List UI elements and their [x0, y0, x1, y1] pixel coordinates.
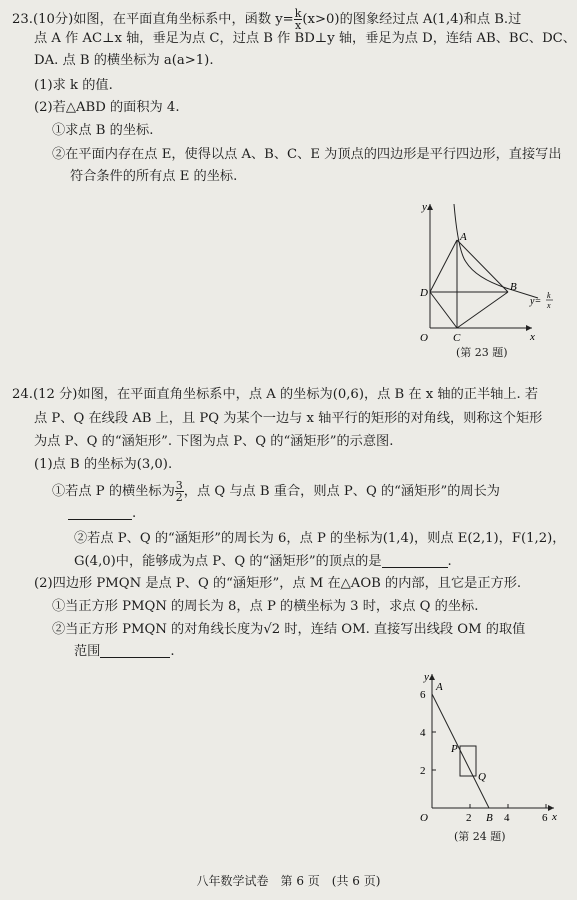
q24-part-1-1: ①若点 P 的横坐标为 $\frac{3}{2}$ ，点 Q 与点 B 重合，则点 P、Q 的“涵矩形”的周长为	[52, 479, 500, 504]
q23-part-2-1: ①求点 B 的坐标.	[52, 123, 154, 138]
fig24-origin: O	[420, 812, 428, 824]
q24-part-2-2: ②当正方形 PMQN 的对角线长度为√2 时，连结 OM. 直接写出线段 OM 的取值	[52, 622, 526, 637]
fig24-tick-x-4: 4	[504, 812, 510, 824]
q23-part-2-2-cont: 符合条件的所有点 E 的坐标.	[70, 169, 238, 184]
fig24-point-B: B	[486, 812, 493, 824]
q23-line-2: 点 A 作 AC⊥x 轴，垂足为点 C，过点 B 作 BD⊥y 轴，垂足为点 D，连结 AB、BC、DC、	[34, 31, 576, 46]
fig23-curve-label: y=	[530, 296, 542, 307]
fig24-tick-y-2: 2	[420, 765, 426, 777]
fig23-y-label: y	[422, 201, 427, 213]
answer-blank[interactable]	[100, 643, 170, 658]
q24-part-2: (2)四边形 PMQN 是点 P、Q 的“涵矩形”，点 M 在△AOB 的内部，且它是正方形.	[34, 576, 522, 591]
page-footer: 八年数学试卷 第 6 页 (共 6 页)	[196, 874, 381, 888]
fig24-y-label: y	[424, 671, 429, 683]
figure-24-caption: (第 24 题)	[454, 830, 506, 843]
figure-24	[408, 668, 568, 828]
q24-part-2-1: ①当正方形 PMQN 的周长为 8，点 P 的横坐标为 3 时，求点 Q 的坐标.	[52, 599, 479, 614]
q24-part-1-2: ②若点 P、Q 的“涵矩形”的周长为 6，点 P 的坐标为(1,4)，则点 E(2,1)，F(1,2)，	[74, 531, 566, 546]
fig24-point-A: A	[436, 681, 443, 693]
fig24-tick-y-4: 4	[420, 727, 426, 739]
fig24-tick-x-6: 6	[542, 812, 548, 824]
q24-part-2-2-cont: 范围 .	[74, 644, 175, 659]
q24-line-3: 为点 P、Q 的“涵矩形”. 下图为点 P、Q 的“涵矩形”的示意图.	[34, 434, 394, 449]
answer-blank[interactable]	[382, 553, 448, 568]
svg-text:k: k	[547, 291, 551, 300]
q23-part-2-2: ②在平面内存在点 E，使得以点 A、B、C、E 为顶点的四边形是平行四边形，直接写出	[52, 147, 562, 162]
q24-part-1: (1)点 B 的坐标为(3,0).	[34, 457, 173, 472]
fig23-x-label: x	[530, 331, 535, 343]
fig23-point-B: B	[510, 281, 517, 293]
figure-23	[410, 196, 560, 346]
fig24-x-label: x	[552, 811, 557, 823]
fig24-tick-y-6: 6	[420, 689, 426, 701]
q24-line-2: 点 P、Q 在线段 AB 上，且 PQ 为某个一边与 x 轴平行的矩形的对角线，则称这个矩形	[34, 411, 543, 426]
fig23-point-D: D	[420, 287, 428, 299]
answer-blank[interactable]	[68, 505, 132, 520]
q23-part-2: (2)若△ABD 的面积为 4.	[34, 100, 180, 115]
fig24-tick-x-2: 2	[466, 812, 472, 824]
figure-23-caption: (第 23 题)	[456, 346, 508, 359]
fig23-origin: O	[420, 332, 428, 344]
q23-part-1: (1)求 k 的值.	[34, 78, 113, 93]
q24-line-1: 24.(12 分)如图，在平面直角坐标系中，点 A 的坐标为(0,6)，点 B 在 x 轴的正半轴上. 若	[12, 387, 539, 402]
q23-line-1: 23.(10分)如图，在平面直角坐标系中，函数 y= $\frac{k}{x}$ (x>0)的图象经过点 A(1,4)和点 B.过	[12, 7, 522, 32]
fig23-point-A: A	[460, 231, 467, 243]
fig24-point-P: P	[451, 743, 458, 755]
q23-line-3: DA. 点 B 的横坐标为 a(a>1).	[34, 53, 214, 68]
fig23-point-C: C	[453, 332, 461, 344]
svg-text:x: x	[547, 301, 551, 310]
q24-answer-blank-1: .	[68, 505, 136, 523]
fraction-3-over-2: $\frac{3}{2}$	[175, 479, 183, 504]
fraction-k-over-x: $\frac{k}{x}$	[294, 7, 302, 32]
fig24-point-Q: Q	[478, 771, 486, 783]
q24-part-1-2-cont: G(4,0)中，能够成为点 P、Q 的“涵矩形”的顶点的是 .	[74, 554, 452, 569]
